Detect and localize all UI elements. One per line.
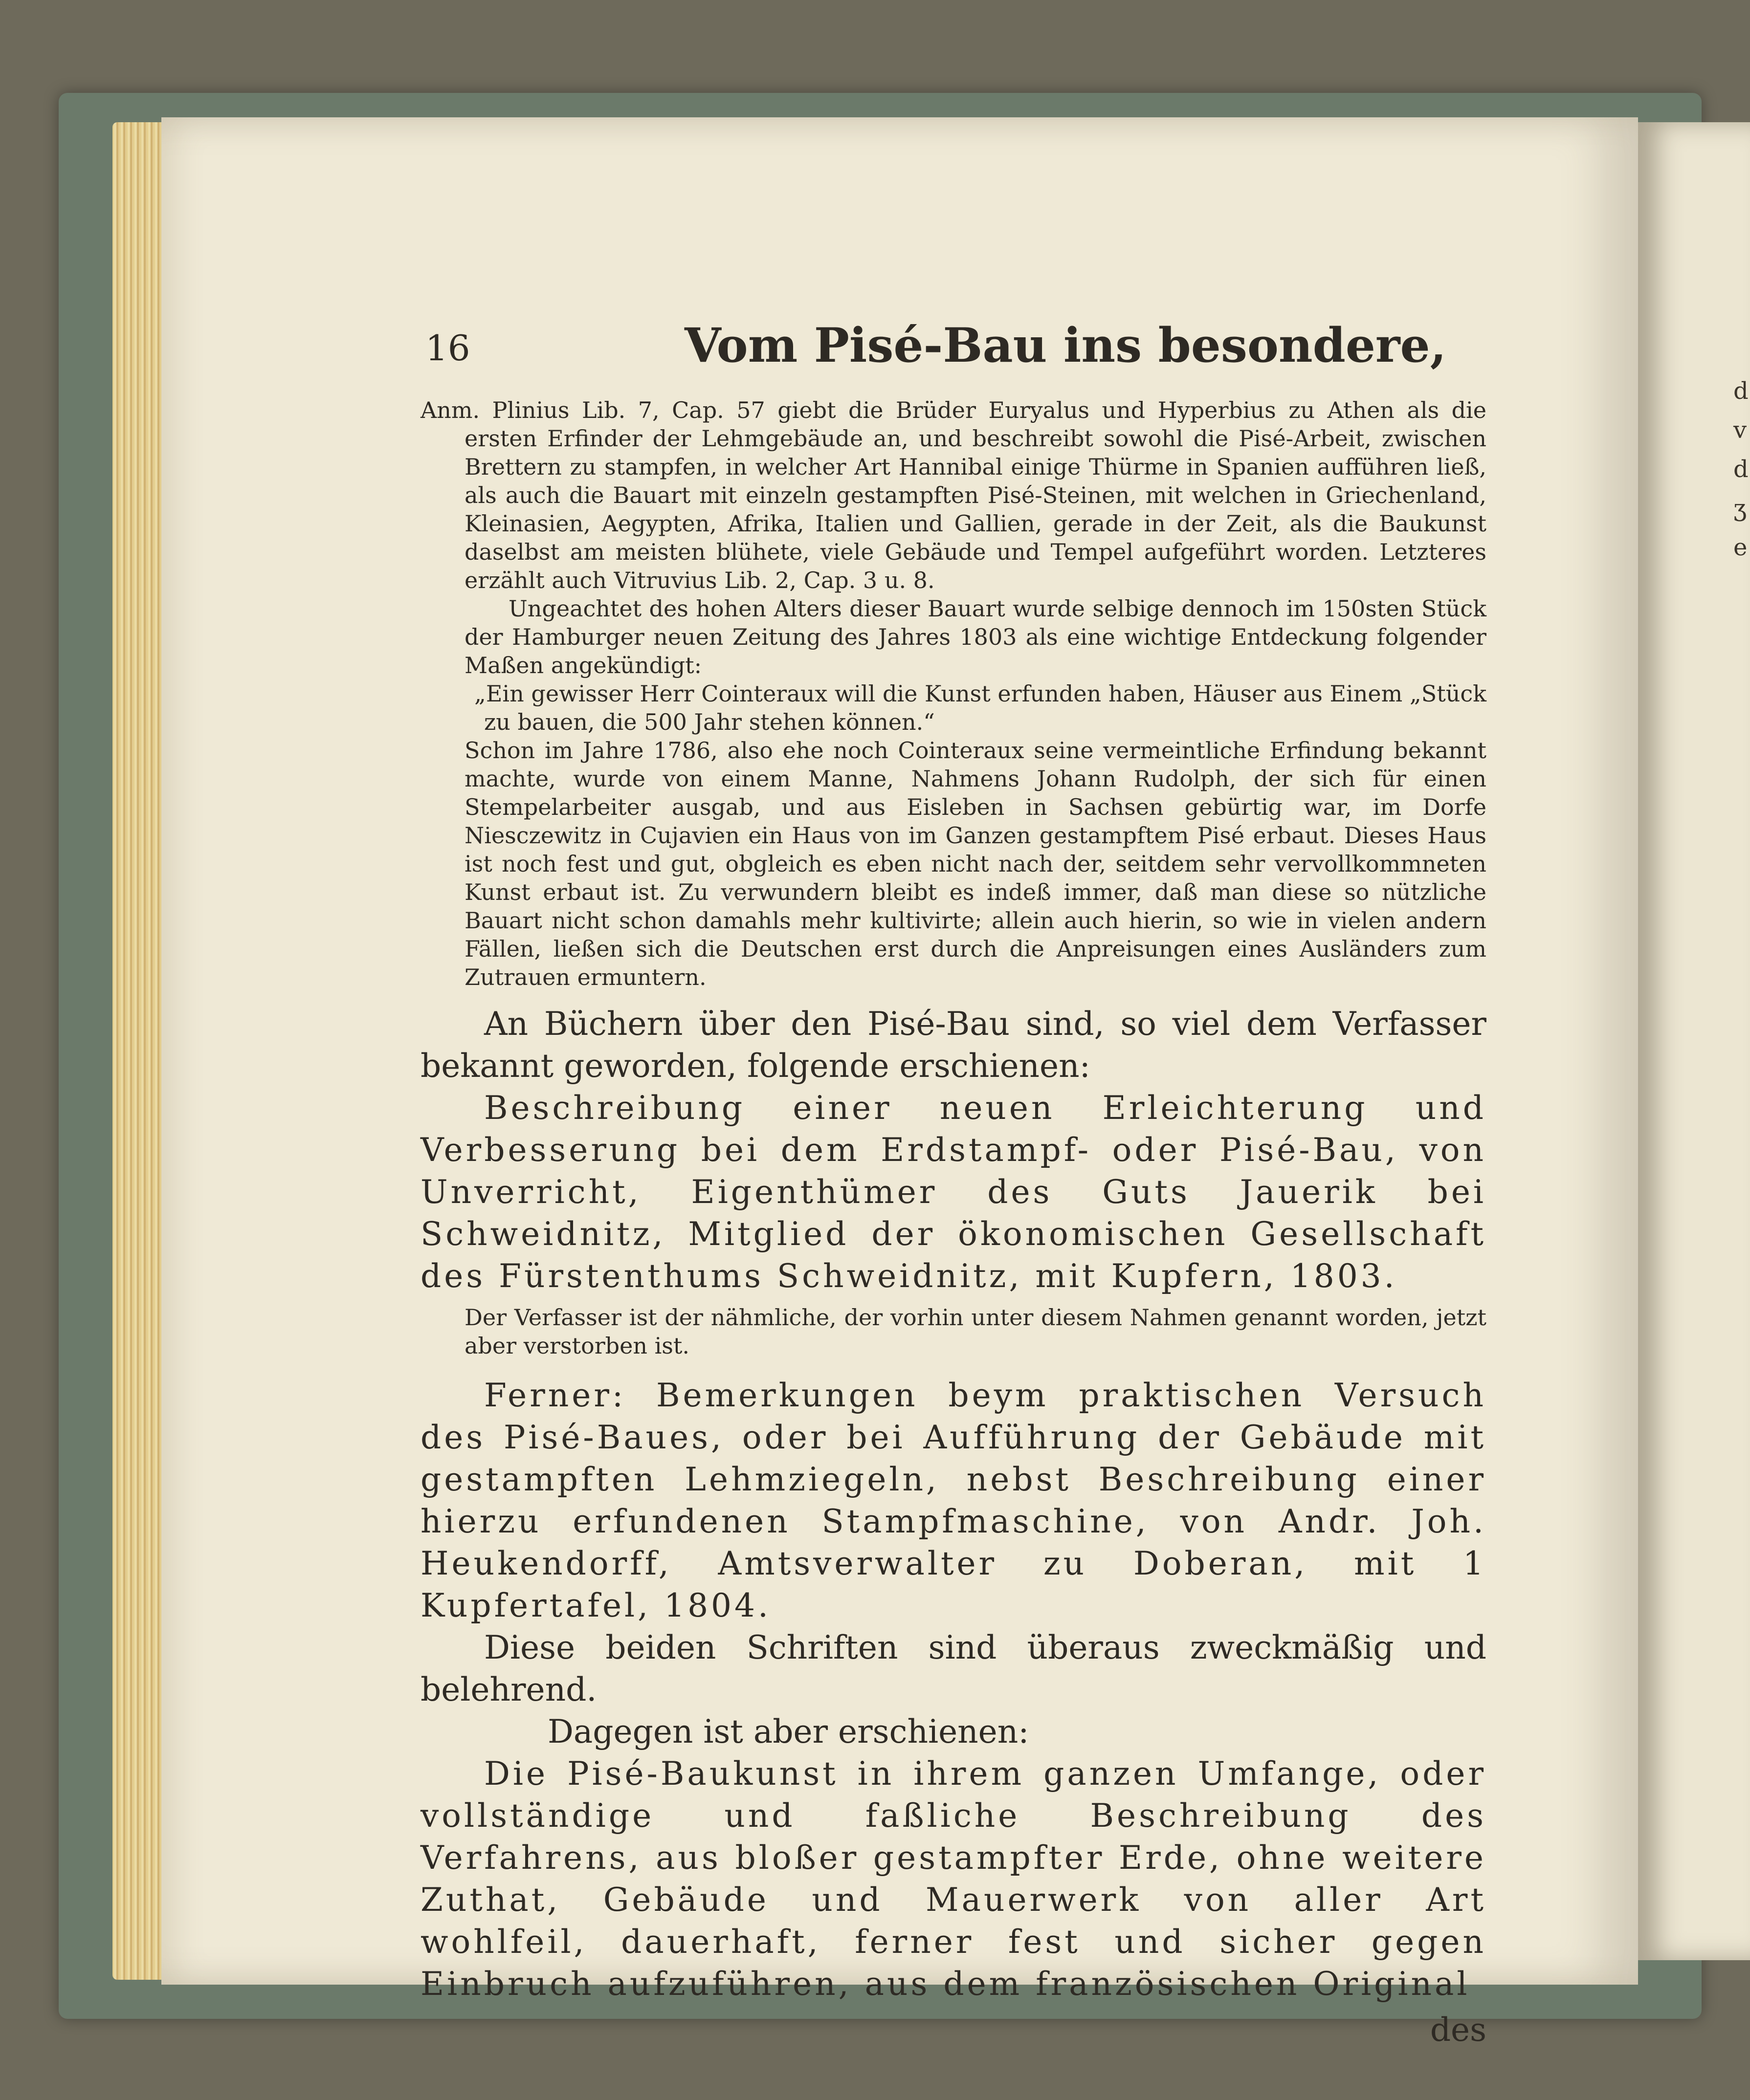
page-header (421, 318, 1486, 376)
book-title-entry: Die Pisé-Baukunst in ihrem ganzen Umfange, oder vollständige und faßliche Beschreibung des Verfahrens, aus bloßer gestampfter Erde, ohne weitere Zuthat, Gebäude und Mauerwerk von aller Art wohlfeil, dauerhaft, ferner fest und sicher gegen Einbruch aufzuführen, aus dem französischen Original (421, 1755, 1486, 2003)
running-head: Vom Pisé-Bau ins besondere, (685, 318, 1446, 373)
facing-page-letters (1733, 372, 1750, 567)
note-quote: „Ein gewisser Herr Cointeraux will die Kunst erfunden haben, Häuser aus Einem „Stück zu bauen, die 500 Jahr stehen können.“ (474, 680, 1486, 735)
author-note: Der Verfasser ist der nähmliche, der vorhin unter diesem Nahmen genannt worden, jetzt aber verstorben ist. (465, 1304, 1486, 1359)
note-paragraph: Ungeachtet des hohen Alters dieser Bauart wurde selbige dennoch im 150sten Stück der Hamburger neuen Zeitung des Jahres 1803 als eine wichtige Entdeckung folgender Maßen angekündigt: (465, 595, 1486, 678)
body-paragraph: Dagegen ist aber erschienen: (548, 1713, 1029, 1750)
book-title-entry: Ferner: Bemerkungen beym praktischen Versuch des Pisé-Baues, oder bei Aufführung der Gebäude mit gestampften Lehmziegeln, nebst Beschreibung einer hierzu erfundenen Stampfmaschine, von Andr. Joh. Heukendorff, Amtsverwalter zu Doberan, mit 1 Kupfertafel, 1804. (421, 1377, 1486, 1624)
main-text (421, 1003, 1486, 2051)
facing-letter: d (1733, 456, 1749, 483)
note-paragraph: Anm. Plinius Lib. 7, Cap. 57 giebt die Brüder Euryalus und Hyperbius zu Athen als die ersten Erfinder der Lehmgebäude an, und beschreibt sowohl die Pisé-Arbeit, zwischen Brettern zu stampfen, in welcher Art Hannibal einige Thürme in Spanien aufführen ließ, als auch die Bauart mit einzeln gestampften Pisé-Steinen, mit welchen in Griechenland, Kleinasien, Aegypten, Afrika, Italien und Gallien, gerade in der Zeit, als die Baukunst daselbst am meisten blühete, viele Gebäude und Tempel aufgeführt worden. Letzteres erzählt auch Vitruvius Lib. 2, Cap. 3 u. 8. (421, 397, 1486, 593)
facing-letter: d (1733, 377, 1749, 405)
footnote-block (421, 396, 1486, 991)
book-title-entry: Beschreibung einer neuen Erleichterung und Verbesserung bei dem Erdstampf- oder Pisé-Bau, von Unverricht, Eigenthümer des Guts Jauerik bei Schweidnitz, Mitglied der ökonomischen Gesellschaft des Fürstenthums Schweidnitz, mit Kupfern, 1803. (421, 1089, 1486, 1295)
body-paragraph: Diese beiden Schriften sind überaus zweckmäßig und belehrend. (421, 1629, 1486, 1708)
page-number: 16 (425, 328, 470, 369)
facing-letter: e (1733, 534, 1748, 561)
note-paragraph: Schon im Jahre 1786, also ehe noch Cointeraux seine vermeintliche Erfindung bekannt machte, wurde von einem Manne, Nahmens Johann Rudolph, der sich für einen Stempelarbeiter ausgab, und aus Eisleben in Sachsen gebürtig war, im Dorfe Niesczewitz in Cujavien ein Haus von im Ganzen gestampftem Pisé erbaut. Dieses Haus ist noch fest und gut, obgleich es eben nicht nach der, seitdem sehr vervollkommneten Kunst erbaut ist. Zu verwundern bleibt es indeß immer, daß man diese so nützliche Bauart nicht schon damahls mehr kultivirte; allein auch hierin, so wie in vielen andern Fällen, ließen sich die Deutschen erst durch die Anpreisungen eines Ausländers zum Zutrauen ermuntern. (465, 737, 1486, 990)
page-content (421, 318, 1486, 2051)
facing-letter: v (1733, 416, 1747, 444)
facing-letter: ʒ (1733, 495, 1747, 522)
body-paragraph: An Büchern über den Pisé-Bau sind, so viel dem Verfasser bekannt geworden, folgende erschienen: (421, 1005, 1486, 1085)
catchword: des (1430, 2011, 1486, 2049)
